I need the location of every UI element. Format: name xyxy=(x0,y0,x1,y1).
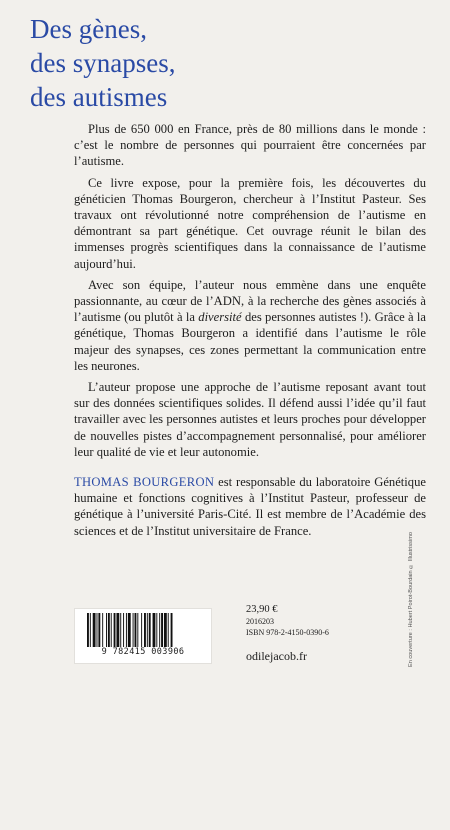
cover-credit-area xyxy=(400,532,426,830)
book-title xyxy=(30,12,410,114)
author-name: THOMAS BOURGERON xyxy=(74,475,215,490)
barcode-bar xyxy=(90,613,91,647)
barcode-bar xyxy=(116,613,119,647)
barcode-bar xyxy=(98,613,100,647)
barcode-digits: 9 782415 003906 xyxy=(101,647,185,657)
barcode-bar xyxy=(128,613,131,647)
barcode-bar xyxy=(161,613,163,647)
blurb-paragraph-4: L’auteur propose une approche de l’autisme reposant avant tout sur des données scientifiques solides. Il défend aussi l’idée qu’il faut travailler avec les personnes autistes et leurs proches pour développer de nouvelles pistes d’accompagnement personnalisé, pour améliorer leur qualité de vie et leur autonomie. xyxy=(74,380,426,459)
barcode-bar xyxy=(111,613,112,647)
blurb-paragraph-3 xyxy=(74,277,426,374)
price-block xyxy=(246,603,396,638)
title-line-2: des synapses, xyxy=(30,48,176,78)
barcode-bar xyxy=(114,613,116,647)
barcode-bar xyxy=(135,613,137,647)
barcode-bar xyxy=(93,613,96,647)
barcode-bar xyxy=(144,613,146,647)
barcode-bar xyxy=(102,613,103,647)
blurb-paragraph-3-start: Avec son équipe, l’auteur nous emmène dans une enquête passionnante, au cœur de l’ADN, à la recherche des gènes associés à l’autisme (ou plutôt à la xyxy=(74,277,426,325)
blurb-text xyxy=(74,121,426,544)
barcode-bar xyxy=(156,613,157,647)
barcode-bar xyxy=(168,613,169,647)
author-bio xyxy=(74,474,426,539)
barcode-bar xyxy=(133,613,134,647)
barcode-bar xyxy=(106,613,107,647)
barcode xyxy=(74,608,212,664)
title-line-3: des autismes xyxy=(30,82,168,112)
barcode-bar xyxy=(171,613,173,647)
barcode-bars xyxy=(87,613,199,647)
barcode-bar xyxy=(120,613,121,647)
barcode-bar xyxy=(126,613,127,647)
barcode-bar xyxy=(141,613,142,647)
publisher-website: odilejacob.fr xyxy=(246,649,307,663)
barcode-bar xyxy=(108,613,110,647)
author-bio-text: est responsable du laboratoire Génétique humaine et fonctions cognitives à l’Institut Pasteur, professeur de génétique à l’université Paris-Cité. Il est membre de l’Académie des sciences et de l’Institut universitaire de France. xyxy=(74,475,426,538)
blurb-italic-word: diversité xyxy=(198,310,242,325)
cover-credit: En couverture : Hubert Poirot-Bourdain © Illustrissimo xyxy=(408,532,414,668)
blurb-paragraph-2: Ce livre expose, pour la première fois, les découvertes du généticien Thomas Bourgeron, chercheur à l’Institut Pasteur. Ses travaux ont révolutionné notre compréhension de l’autisme en démontrant sa part génétique. Cet ouvrage réunit le bilan des immenses progrès scientifiques dans la connaissance de l’autisme aujourd’hui. xyxy=(74,175,426,271)
barcode-bar xyxy=(137,613,138,647)
barcode-bar xyxy=(87,613,89,647)
price: 23,90 € xyxy=(246,604,278,615)
isbn: ISBN 978-2-4150-0390-6 xyxy=(246,628,329,637)
barcode-bar xyxy=(97,613,98,647)
barcode-bar xyxy=(147,613,148,647)
reference-number: 2016203 xyxy=(246,617,274,626)
barcode-bar xyxy=(149,613,151,647)
barcode-bar xyxy=(159,613,160,647)
barcode-bar xyxy=(153,613,156,647)
title-line-1: Des gènes, xyxy=(30,14,147,44)
barcode-bar xyxy=(123,613,124,647)
barcode-bar xyxy=(164,613,167,647)
blurb-paragraph-3-end: des personnes autistes !). Grâce à la génétique, Thomas Bourgeron a identifié dans l’autisme le rôle majeur des synapses, ces zones permettant la communication entre les neurones. xyxy=(74,310,426,373)
blurb-paragraph-1: Plus de 650 000 en France, près de 80 millions dans le monde : c’est le nombre de personnes qui pourraient être concernées par l’autisme. xyxy=(74,122,426,169)
